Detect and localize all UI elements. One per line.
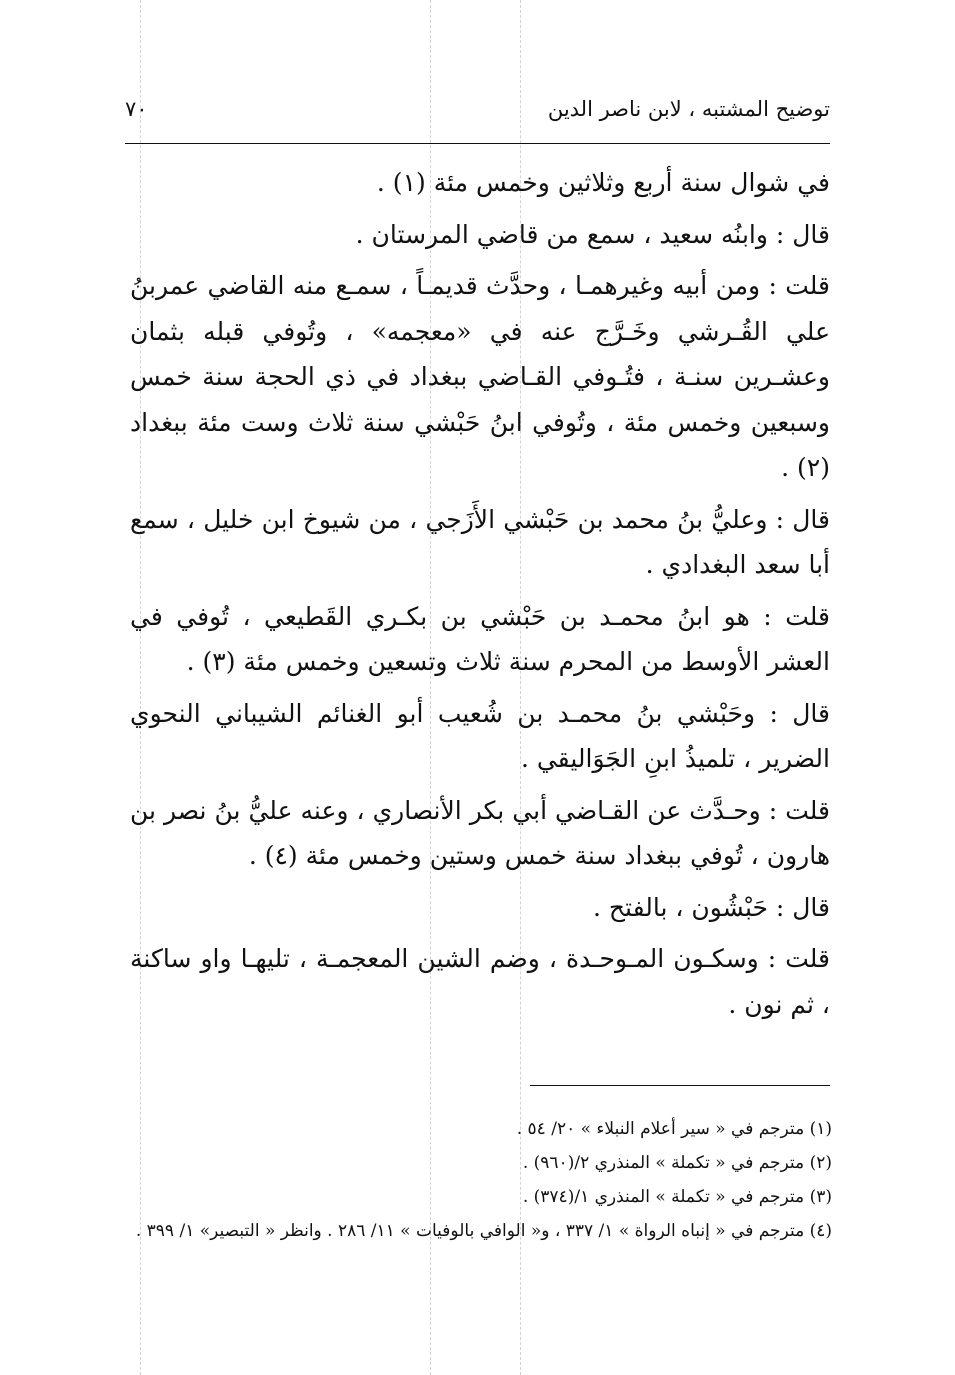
paragraph: قال : وحَبْشي بنُ محمـد بن شُعيب أبو الغنائم الشيباني النحوي الضرير ، تلميذُ ابنِ الجَوَاليقي . bbox=[130, 698, 830, 773]
footnotes bbox=[130, 1112, 832, 1248]
main-text bbox=[130, 160, 830, 1033]
paragraph: قلت : وحـدَّث عن القـاضي أبي بكر الأنصاري ، وعنه عليُّ بنُ نصر بن هارون ، تُوفي ببغداد سنة خمس وستين وخمس مئة (٤) . bbox=[130, 795, 830, 870]
footnote-rule bbox=[530, 1085, 830, 1086]
paragraph: قلت : وسكـون المـوحـدة ، وضم الشين المعجمـة ، تليهـا واو ساكنة ، ثم نون . bbox=[130, 944, 830, 1019]
paragraph: قلت : ومن أبيه وغيرهمـا ، وحدَّث قديمـاً ، سمـع منه القاضي عمربنُ علي القُـرشي وخَـرَّج عنه في «معجمه» ، وتُوفي قبله بثمان وعشـرين سنـة ، فتُـوفي القـاضي ببغداد في ذي الحجة سنة خمس وسبعين وخمس مئة ، وتُوفي ابنُ حَبْشي سنة ثلاث وست مئة ببغداد (٢) . bbox=[130, 271, 830, 482]
footnote: (١) مترجم في « سير أعلام النبلاء » ٢٠/ ٥٤ . bbox=[516, 1119, 832, 1139]
paragraph: قلت : هو ابنُ محمـد بن حَبْشي بن بكـري القَطيعي ، تُوفي في العشر الأوسط من المحرم سنة ثلاث وتسعين وخمس مئة (٣) . bbox=[130, 601, 830, 676]
footnote: (٤) مترجم في « إنباه الرواة » ١/ ٣٣٧ ، و« الوافي بالوفيات » ١١/ ٢٨٦ . وانظر « التبصير» ١/ ٣٩٩ . bbox=[135, 1221, 832, 1241]
footnote: (٣) مترجم في « تكملة » المنذري ١/(٣٧٤) . bbox=[522, 1187, 832, 1207]
paragraph: في شوال سنة أربع وثلاثين وخمس مئة (١) . bbox=[376, 168, 830, 197]
paragraph: قال : حَبْشُون ، بالفتح . bbox=[593, 892, 830, 922]
paragraph: قال : وابنُه سعيد ، سمع من قاضي المرستان . bbox=[355, 219, 830, 249]
header-rule bbox=[125, 143, 830, 144]
running-header bbox=[125, 92, 830, 126]
running-title: توضيح المشتبه ، لابن ناصر الدين bbox=[547, 97, 830, 121]
footnote: (٢) مترجم في « تكملة » المنذري ٢/(٩٦٠) . bbox=[522, 1153, 832, 1173]
page-number: ٧٠ bbox=[125, 97, 148, 121]
paragraph: قال : وعليُّ بنُ محمد بن حَبْشي الأَزَجي ، من شيوخ ابن خليل ، سمع أبا سعد البغدادي . bbox=[130, 504, 830, 579]
